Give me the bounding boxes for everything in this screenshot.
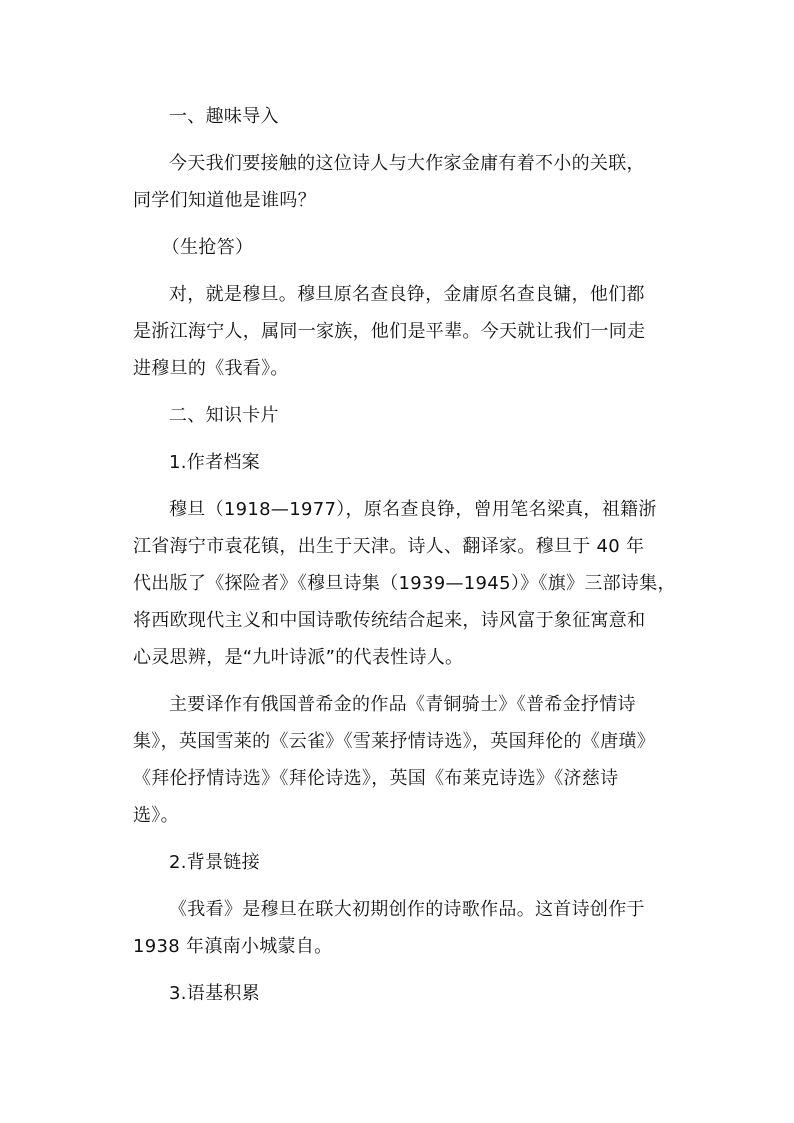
text-line: 对，就是穆旦。穆旦原名查良铮，金庸原名查良镛，他们都 xyxy=(169,284,645,305)
text-line: 一、趣味导入 xyxy=(169,106,279,127)
answer-paragraph xyxy=(133,276,677,387)
text-line: 今天我们要接触的这位诗人与大作家金庸有着不小的关联， xyxy=(169,153,645,174)
text-line: 穆旦（1918—1977），原名查良铮，曾用笔名梁真，祖籍浙 xyxy=(169,499,657,520)
subsection-heading-vocabulary xyxy=(133,975,677,1012)
text-line: 江省海宁市袁花镇，出生于天津。诗人、翻译家。穆旦于 40 年 xyxy=(133,536,645,557)
text-line: 进穆旦的《我看》。 xyxy=(133,358,289,379)
translations-paragraph xyxy=(133,686,677,834)
text-line: 心灵思辨，是“九叶诗派”的代表性诗人。 xyxy=(133,647,464,668)
text-line: 1938 年滇南小城蒙自。 xyxy=(133,936,333,957)
text-line: 二、知识卡片 xyxy=(169,405,279,426)
background-paragraph xyxy=(133,891,677,965)
text-line: 《我看》是穆旦在联大初期创作的诗歌作品。这首诗创作于 xyxy=(169,899,645,920)
text-line: 将西欧现代主义和中国诗歌传统结合起来，诗风富于象征寓意和 xyxy=(133,610,646,631)
text-line: 是浙江海宁人，属同一家族，他们是平辈。今天就让我们一同走 xyxy=(133,321,646,342)
intro-paragraph xyxy=(133,145,677,219)
section-heading-knowledge-card xyxy=(133,397,677,434)
text-line: 1.作者档案 xyxy=(169,452,260,473)
text-line: 主要译作有俄国普希金的作品《青铜骑士》《普希金抒情诗 xyxy=(169,694,636,715)
text-line: 《拜伦抒情诗选》《拜伦诗选》，英国《布莱克诗选》《济慈诗 xyxy=(133,768,619,789)
text-line: 2.背景链接 xyxy=(169,852,260,873)
text-line: （生抢答） xyxy=(161,237,254,258)
text-line: 代出版了《探险者》《穆旦诗集（1939—1945）》《旗》三部诗集， xyxy=(133,573,676,594)
student-answer-note xyxy=(133,229,677,266)
document-body xyxy=(133,98,677,1012)
subsection-heading-background xyxy=(133,844,677,881)
text-line: 集》，英国雪莱的《云雀》《雪莱抒情诗选》，英国拜伦的《唐璜》 xyxy=(133,731,655,752)
author-paragraph xyxy=(133,491,677,676)
text-line: 同学们知道他是谁吗？ xyxy=(133,190,316,211)
text-line: 3.语基积累 xyxy=(169,983,260,1004)
subsection-heading-author-profile xyxy=(133,444,677,481)
section-heading-intro xyxy=(133,98,677,135)
text-line: 选》。 xyxy=(133,805,179,826)
